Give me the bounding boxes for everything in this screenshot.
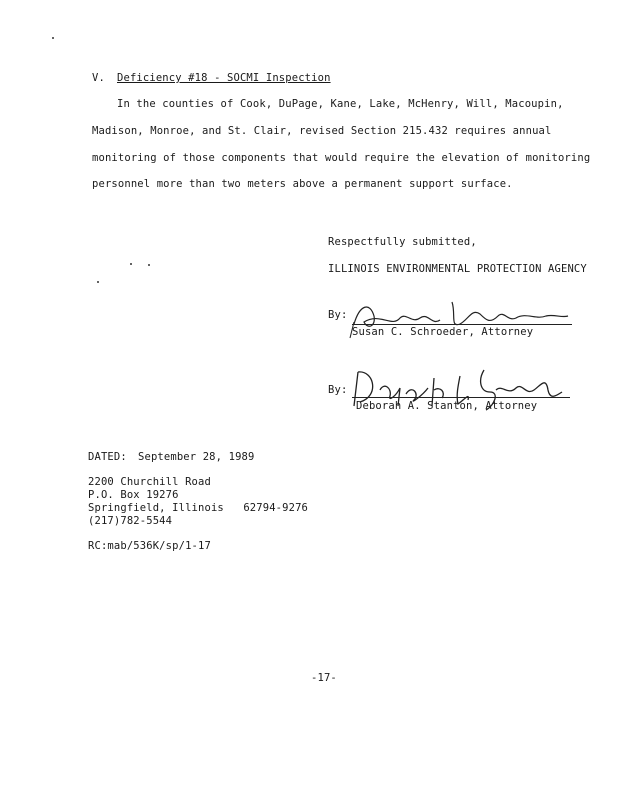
section-number: V. xyxy=(92,72,105,84)
scan-speck xyxy=(130,263,132,265)
agency-name: ILLINOIS ENVIRONMENTAL PROTECTION AGENCY xyxy=(328,263,587,275)
paragraph-line: monitoring of those components that would require the elevation of monitoring xyxy=(92,152,591,164)
signature-line xyxy=(352,324,572,325)
paragraph-line: Madison, Monroe, and St. Clair, revised Section 215.432 requires annual xyxy=(92,125,552,137)
signature-line xyxy=(352,397,570,398)
address-line: Springfield, Illinois 62794-9276 xyxy=(88,502,309,514)
page-number: -17- xyxy=(311,672,337,684)
address-line: (217)782-5544 xyxy=(88,515,173,527)
by-label: By: xyxy=(328,384,348,396)
scan-speck xyxy=(52,37,54,39)
by-label: By: xyxy=(328,309,348,321)
reference-initials: RC:mab/536K/sp/1-17 xyxy=(88,540,211,552)
paragraph-line: personnel more than two meters above a permanent support surface. xyxy=(92,178,513,190)
dated-value: September 28, 1989 xyxy=(138,451,255,463)
address-line: P.O. Box 19276 xyxy=(88,489,179,501)
signer-name-title: Susan C. Schroeder, Attorney xyxy=(352,326,534,338)
scan-speck xyxy=(148,264,150,266)
salutation: Respectfully submitted, xyxy=(328,236,477,248)
section-heading: Deficiency #18 - SOCMI Inspection xyxy=(117,72,331,84)
dated-label: DATED: xyxy=(88,451,127,463)
scan-speck xyxy=(97,281,99,283)
signer-name-title: Deborah A. Stanton, Attorney xyxy=(356,400,538,412)
address-line: 2200 Churchill Road xyxy=(88,476,211,488)
paragraph-line: In the counties of Cook, DuPage, Kane, Lake, McHenry, Will, Macoupin, xyxy=(117,98,564,110)
